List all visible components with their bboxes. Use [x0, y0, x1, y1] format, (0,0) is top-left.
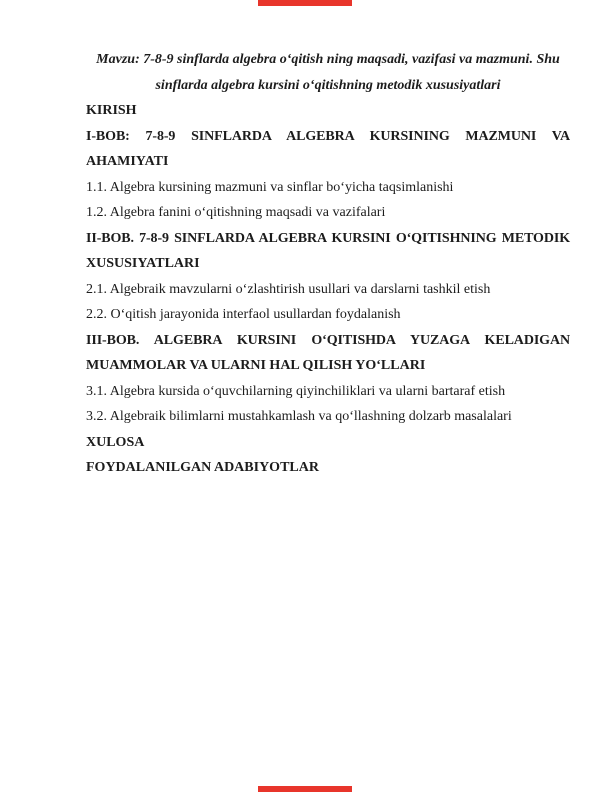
toc-line: AHAMIYATI: [86, 154, 169, 169]
toc-line: II-BOB. 7-8-9 SINFLARDA ALGEBRA KURSINI O‘QITISHNING METODIK: [86, 230, 570, 246]
title-line-2: sinflarda algebra kursini o‘qitishning metodik xususiyatlari: [155, 77, 501, 93]
toc-line: FOYDALANILGAN ADABIYOTLAR: [86, 460, 319, 475]
toc-line: MUAMMOLAR VA ULARNI HAL QILISH YO‘LLARI: [86, 358, 426, 373]
toc-lines: [86, 98, 570, 481]
toc-line: XUSUSIYATLARI: [86, 256, 200, 271]
bottom-edge-red-marker: [258, 786, 352, 792]
toc-line: KIRISH: [86, 103, 137, 118]
toc-line: 2.2. O‘qitish jarayonida interfaol usullardan foydalanish: [86, 307, 401, 322]
toc-line: I-BOB: 7-8-9 SINFLARDA ALGEBRA KURSINING MAZMUNI VA: [86, 128, 570, 144]
toc-line: 1.2. Algebra fanini o‘qitishning maqsadi va vazifalari: [86, 205, 386, 220]
top-edge-red-marker: [258, 0, 352, 6]
toc-line: 2.1. Algebraik mavzularni o‘zlashtirish usullari va darslarni tashkil etish: [86, 281, 491, 297]
table-of-contents: [86, 47, 570, 481]
toc-line: XULOSA: [86, 434, 145, 450]
document-title: [86, 47, 570, 98]
toc-line: 3.2. Algebraik bilimlarni mustahkamlash va qo‘llashning dolzarb masalalari: [86, 409, 512, 424]
title-line-1: Mavzu: 7-8-9 sinflarda algebra o‘qitish ning maqsadi, vazifasi va mazmuni. Shu: [96, 52, 560, 67]
toc-line: 1.1. Algebra kursining mazmuni va sinflar bo‘yicha taqsimlanishi: [86, 179, 454, 195]
toc-line: 3.1. Algebra kursida o‘quvchilarning qiyinchiliklari va ularni bartaraf etish: [86, 383, 506, 399]
toc-line: III-BOB. ALGEBRA KURSINI O‘QITISHDA YUZAGA KELADIGAN: [86, 332, 570, 348]
